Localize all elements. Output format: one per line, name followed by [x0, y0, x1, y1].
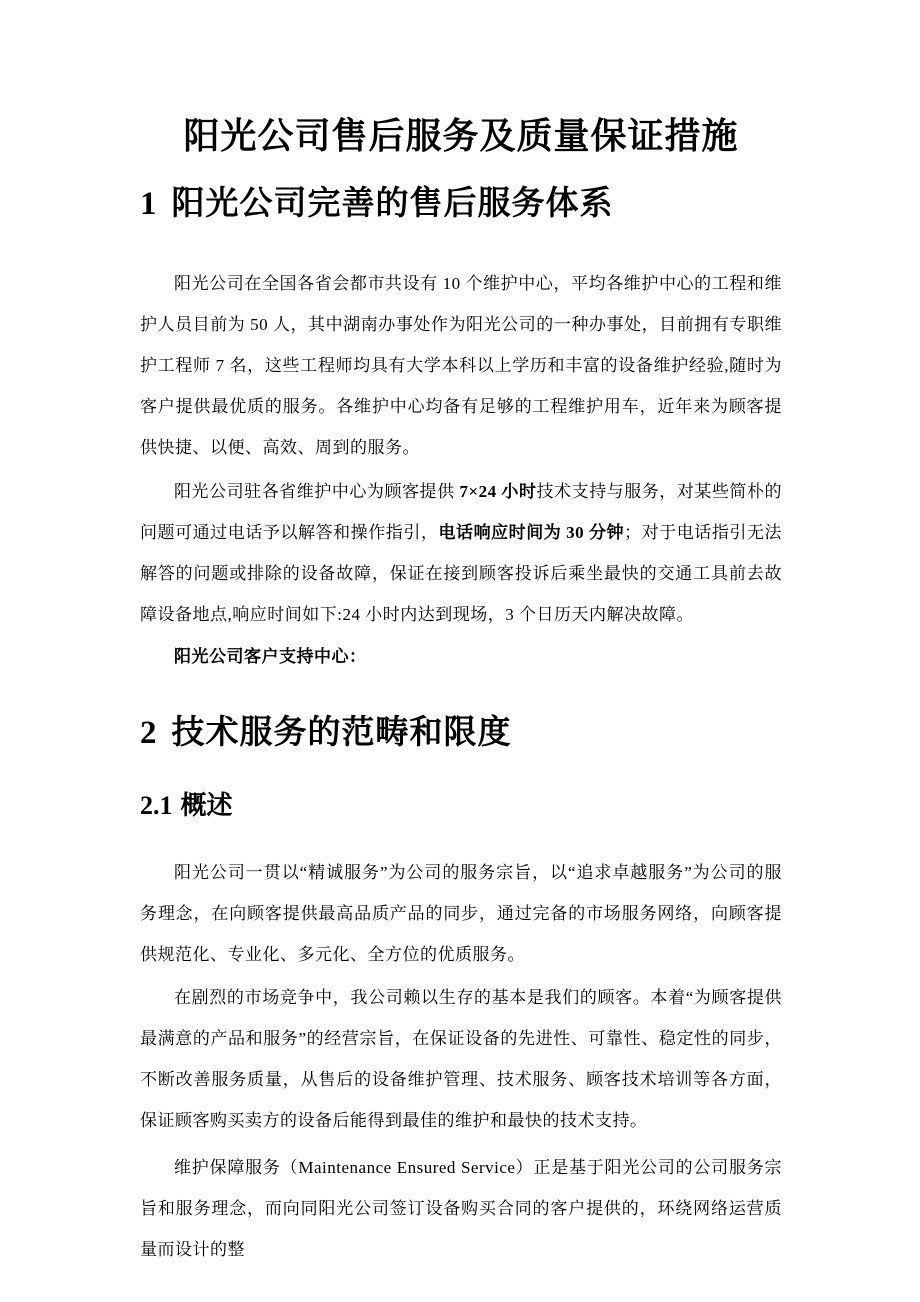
document-title: 阳光公司售后服务及质量保证措施 [183, 116, 739, 156]
paragraph-maintenance-centers: 阳光公司在全国各省会都市共设有 10 个维护中心，平均各维护中心的工程和维护人员目前为 50 人，其中湖南办事处作为阳光公司的一种办事处，目前拥有专职维护工程师 7 名，这些工程师均具有大学本科以上学历和丰富的设备维护经验,随时为客户提供最优质的服务。各维护中心均备有足够的工程维护用车，近年来为顾客提供快捷、以便、高效、周到的服务。 [140, 274, 782, 457]
paragraph-maintenance-ensured-service: 维护保障服务（Maintenance Ensured Service）正是基于阳光公司的公司服务宗旨和服务理念，而向同阳光公司签订设备购买合同的客户提供的，环绕网络运营质量而设计的整 [140, 1158, 782, 1259]
section-heading-2 [140, 712, 782, 754]
paragraph-service-philosophy: 阳光公司一贯以“精诚服务”为公司的服务宗旨，以“追求卓越服务”为公司的服务理念，在向顾客提供最高品质产品的同步，通过完备的市场服务网络，向顾客提供规范化、专业化、多元化、全方位的优质服务。 [140, 863, 782, 964]
paragraph-market-competition: 在剧烈的市场竞争中，我公司赖以生存的基本是我们的顾客。本着“为顾客提供最满意的产品和服务”的经营宗旨，在保证设备的先进性、可靠性、稳定性的同步，不断改善服务质量，从售后的设备维护管理、技术服务、顾客技术培训等各方面，保证顾客购买卖方的设备后能得到最佳的维护和最快的技术支持。 [140, 988, 782, 1130]
section-heading-1-text: 阳光公司完善的售后服务体系 [171, 186, 614, 222]
section-heading-1-number: 1 [140, 186, 158, 222]
subsection-heading-2-1 [140, 788, 782, 824]
subsection-heading-2-1-number: 2.1 [140, 791, 173, 820]
section-heading-2-text: 技术服务的范畴和限度 [171, 715, 512, 751]
paragraph-support-hours: 阳光公司驻各省维护中心为顾客提供 7×24 小时技术支持与服务，对某些简朴的问题可通过电话予以解答和操作指引，电话响应时间为 30 分钟；对于电话指引无法解答的问题或排除的设备故障，保证在接到顾客投诉后乘坐最快的交通工具前去故障设备地点,响应时间如下:24 小时内达到现场，3 个日历天内解决故障。 [140, 482, 783, 624]
subsection-heading-2-1-text: 概述 [180, 791, 233, 820]
section-heading-1 [140, 183, 782, 225]
support-center-label: 阳光公司客户支持中心： [174, 647, 367, 666]
section-heading-2-number: 2 [140, 715, 158, 751]
